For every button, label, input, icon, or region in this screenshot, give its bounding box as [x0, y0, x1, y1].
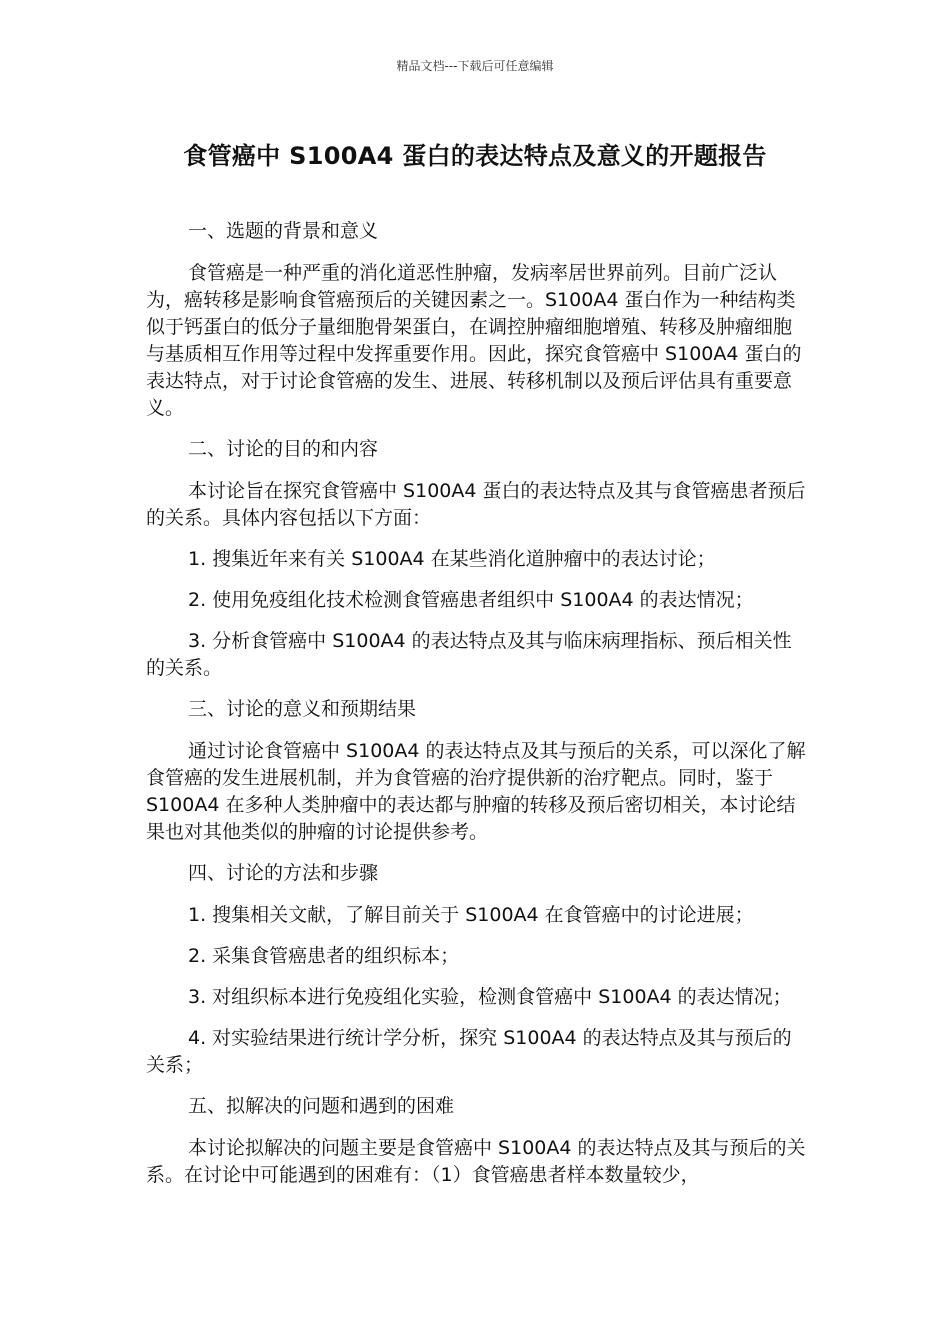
- paragraph-problems: 本讨论拟解决的问题主要是食管癌中 S100A4 的表达特点及其与预后的关系。在讨论中可能遇到的困难有：（1）食管癌患者样本数量较少，: [146, 1137, 806, 1186]
- list-item: 3. 对组织标本进行免疫组化实验，检测食管癌中 S100A4 的表达情况；: [188, 986, 792, 1008]
- section-heading-background: 一、选题的背景和意义: [188, 220, 379, 242]
- list-item: 2. 采集食管癌患者的组织标本；: [188, 945, 460, 967]
- section-heading-problems: 五、拟解决的问题和遇到的困难: [188, 1095, 455, 1117]
- list-item: 2. 使用免疫组化技术检测食管癌患者组织中 S100A4 的表达情况；: [188, 589, 754, 611]
- paragraph-significance: 通过讨论食管癌中 S100A4 的表达特点及其与预后的关系，可以深化了解食管癌的发生进展机制，并为食管癌的治疗提供新的治疗靶点。同时，鉴于 S100A4 在多种人类肿瘤中的表达都与肿瘤的转移及预后密切相关，本讨论结果也对其他类似的肿瘤的讨论提供参考。: [146, 740, 806, 843]
- header-note: 精品文档---下载后可任意编辑: [396, 59, 554, 73]
- list-item: 1. 搜集近年来有关 S100A4 在某些消化道肿瘤中的表达讨论；: [188, 548, 716, 570]
- section-heading-methods: 四、讨论的方法和步骤: [188, 862, 379, 884]
- list-item: 1. 搜集相关文献，了解目前关于 S100A4 在食管癌中的讨论进展；: [188, 904, 754, 926]
- section-heading-purpose: 二、讨论的目的和内容: [188, 438, 379, 460]
- list-item: 3. 分析食管癌中 S100A4 的表达特点及其与临床病理指标、预后相关性的关系。: [146, 630, 792, 679]
- section-heading-significance: 三、讨论的意义和预期结果: [188, 698, 417, 720]
- document-title: 食管癌中 S100A4 蛋白的表达特点及意义的开题报告: [183, 142, 767, 170]
- paragraph-background: 食管癌是一种严重的消化道恶性肿瘤，发病率居世界前列。目前广泛认为，癌转移是影响食管癌预后的关键因素之一。S100A4 蛋白作为一种结构类似于钙蛋白的低分子量细胞骨架蛋白，在调控肿瘤细胞增殖、转移及肿瘤细胞与基质相互作用等过程中发挥重要作用。因此，探究食管癌中 S100A4 蛋白的表达特点，对于讨论食管癌的发生、进展、转移机制以及预后评估具有重要意义。: [146, 262, 802, 419]
- paragraph-purpose: 本讨论旨在探究食管癌中 S100A4 蛋白的表达特点及其与食管癌患者预后的关系。具体内容包括以下方面：: [146, 480, 806, 529]
- list-item: 4. 对实验结果进行统计学分析，探究 S100A4 的表达特点及其与预后的关系；: [146, 1027, 792, 1076]
- document-body: [146, 218, 806, 1203]
